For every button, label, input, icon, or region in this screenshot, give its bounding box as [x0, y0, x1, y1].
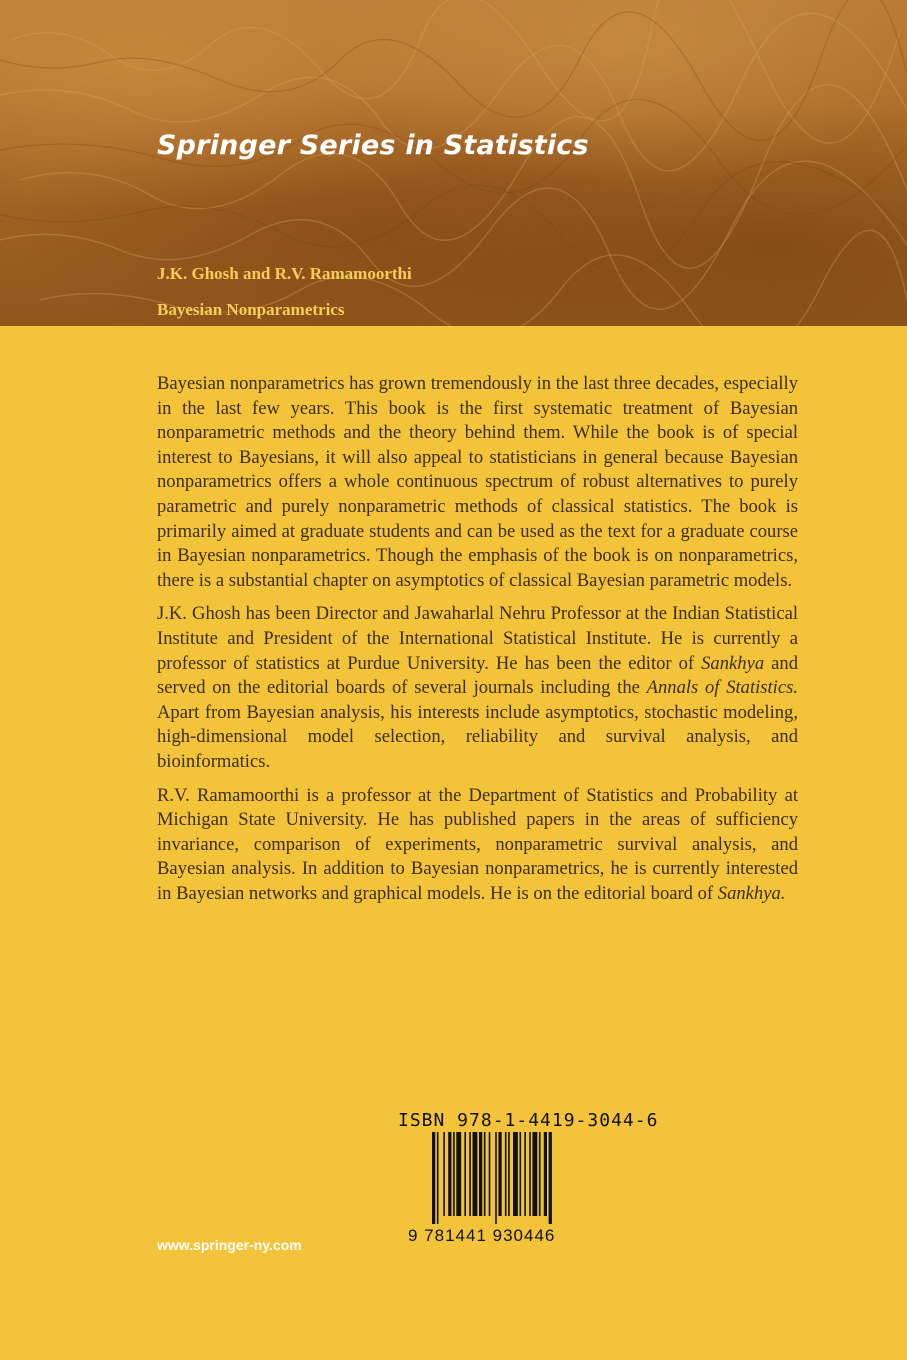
journal-name: Annals of Statistics.: [646, 677, 798, 699]
series-title: Springer Series in Statistics: [157, 130, 589, 161]
website-url: www.springer-ny.com: [157, 1237, 302, 1253]
authors: J.K. Ghosh and R.V. Ramamoorthi: [157, 264, 412, 283]
book-description: [157, 372, 798, 915]
barcode-icon: [430, 1132, 600, 1224]
cover-header-band: [0, 0, 907, 326]
isbn-label: ISBN 978-1-4419-3044-6: [398, 1110, 659, 1131]
barcode-digits: 9 781441 930446: [408, 1226, 556, 1245]
texture-pattern: [0, 0, 907, 326]
book-title: Bayesian Nonparametrics: [157, 300, 345, 319]
description-paragraph: Bayesian nonparametrics has grown tremendously in the last three decades, especially in the last few years. This book is the first systematic treatment of Bayesian nonparametric methods and the theory behind them. While the book is of special interest to Bayesians, it will also appeal to statisticians in general because Bayesian nonparametrics offers a whole continuous spectrum of robust alternatives to purely parametric and purely nonparametric methods of classical statistics. The book is primarily aimed at graduate students and can be used as the text for a graduate course in Bayesian nonparametrics. Though the emphasis of the book is on nonparametrics, there is a substantial chapter on asymptotics of classical Bayesian parametric models.: [157, 373, 798, 591]
author-bio-ramamoorthi: R.V. Ramamoorthi is a professor at the Department of Statistics and Probability at Michigan State University. He has published papers in the areas of sufficiency invariance, comparison of experiments, nonparametric survival analysis, and Bayesian analysis. In addition to Bayesian nonparametrics, he is currently interested in Bayesian networks and graphical models. He is on the editorial board of Sankhya.: [157, 784, 798, 904]
journal-name: Sankhya: [701, 652, 765, 674]
author-bio-ghosh: J.K. Ghosh has been Director and Jawaharlal Nehru Professor at the Indian Statistical Institute and President of the International Statistical Institute. He is currently a professor of statistics at Purdue University. He has been the editor of Sankhya and served on the editorial boards of several journals including the Annals of Statistics. Apart from Bayesian analysis, his interests include asymptotics, stochastic modeling, high-dimensional model selection, reliability and survival analysis, and bioinformatics.: [157, 603, 798, 772]
journal-name: Sankhya.: [717, 882, 786, 904]
